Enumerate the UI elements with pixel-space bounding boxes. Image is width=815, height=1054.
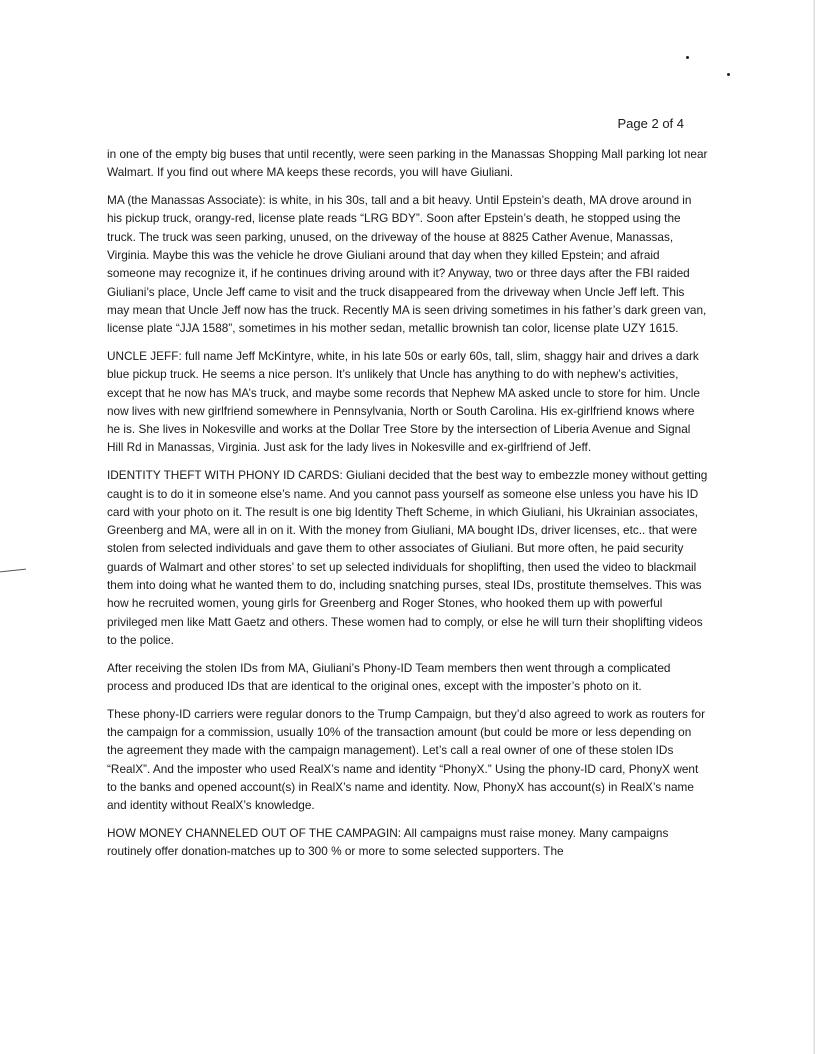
paragraph-phony-id-team: After receiving the stolen IDs from MA, Giuliani’s Phony-ID Team members then went through a complicated process and produced IDs that are identical to the original ones, except with the imposter’s photo on it. bbox=[107, 660, 671, 694]
paragraph-identity-theft: IDENTITY THEFT WITH PHONY ID CARDS: Giuliani decided that the best way to embezzle money without getting caught is to do it in someone else’s name. And you cannot pass yourself as someone else unless you have his ID card with your photo on it. The result is one big Identity Theft Scheme, in which Giuliani, his Ukrainian associates, Greenberg and MA, were all in on it. With the money from Giuliani, MA bought IDs, driver licenses, etc.. that were stolen from selected individuals and gave them to other associates of Giuliani. But more often, he paid security guards of Walmart and other stores’ to set up selected individuals for shoplifting, then used the video to blackmail them into doing what he wanted them to do, including snatching purses, steal IDs, prostitute themselves. This was how he recruited women, young girls for Greenberg and Roger Stones, who hooked them up with powerful privileged men like Matt Gaetz and others. These women had to comply, or else he will turn their shoplifting videos to the police. bbox=[107, 468, 708, 647]
paragraph-uncle-jeff: UNCLE JEFF: full name Jeff McKintyre, white, in his late 50s or early 60s, tall, slim, shaggy hair and drives a dark blue pickup truck. He seems a nice person. It’s unlikely that Uncle has anything to do with nephew’s activities, except that he now has MA’s truck, and maybe some records that Nephew MA asked uncle to store for him. Uncle now lives with new girlfriend somewhere in Pennsylvania, North or South Carolina. His ex-girlfriend knows where he is. She lives in Nokesville and works at the Dollar Tree Store by the intersection of Liberia Avenue and Signal Hill Rd in Manassas, Virginia. Just ask for the lady lives in Nokesville and ex-girlfriend of Jeff. bbox=[107, 348, 700, 455]
paragraph-phony-id-carriers: These phony-ID carriers were regular donors to the Trump Campaign, but they’d also agreed to work as routers for the campaign for a commission, usually 10% of the transaction amount (but could be more or less depending on the agreement they made with the campaign management). Let’s call a real owner of one of these stolen IDs “RealX”. And the imposter who used RealX’s name and identity “PhonyX.” Using the phony-ID card, PhonyX went to the banks and opened account(s) in RealX’s name and identity. Now, PhonyX has account(s) in RealX’s name and identity without RealX’s knowledge. bbox=[107, 706, 705, 813]
paragraph-money-channeled: HOW MONEY CHANNELED OUT OF THE CAMPAGIN: All campaigns must raise money. Many campaigns routinely offer donation-matches up to 300 % or more to some selected supporters. The bbox=[107, 826, 669, 859]
document-body bbox=[107, 145, 709, 870]
scan-speck bbox=[727, 73, 730, 76]
paragraph-continuation: in one of the empty big buses that until recently, were seen parking in the Manassas Shopping Mall parking lot near Walmart. If you find out where MA keeps these records, you will have Giuliani. bbox=[107, 147, 708, 180]
margin-pen-mark bbox=[0, 569, 26, 573]
paragraph-manassas-associate: MA (the Manassas Associate): is white, in his 30s, tall and a bit heavy. Until Epstein’s death, MA drove around in his pickup truck, orangy-red, license plate reads “LRG BDY”. Soon after Epstein’s death, he stopped using the truck. The truck was seen parking, unused, on the driveway of the house at 8825 Cather Avenue, Manassas, Virginia. Maybe this was the vehicle he drove Giuliani around that day when they killed Epstein; and afraid someone may recognize it, if he continues driving around with it? Anyway, two or three days after the FBI raided Giuliani’s place, Uncle Jeff came to visit and the truck disappeared from the driveway when Uncle Jeff left. This may mean that Uncle Jeff now has the truck. Recently MA is seen driving sometimes in his father’s dark green van, license plate “JJA 1588”, sometimes in his mother sedan, metallic brownish tan color, license plate UZY 1615. bbox=[107, 193, 707, 336]
scan-speck bbox=[686, 56, 689, 59]
page-number: Page 2 of 4 bbox=[617, 116, 684, 131]
